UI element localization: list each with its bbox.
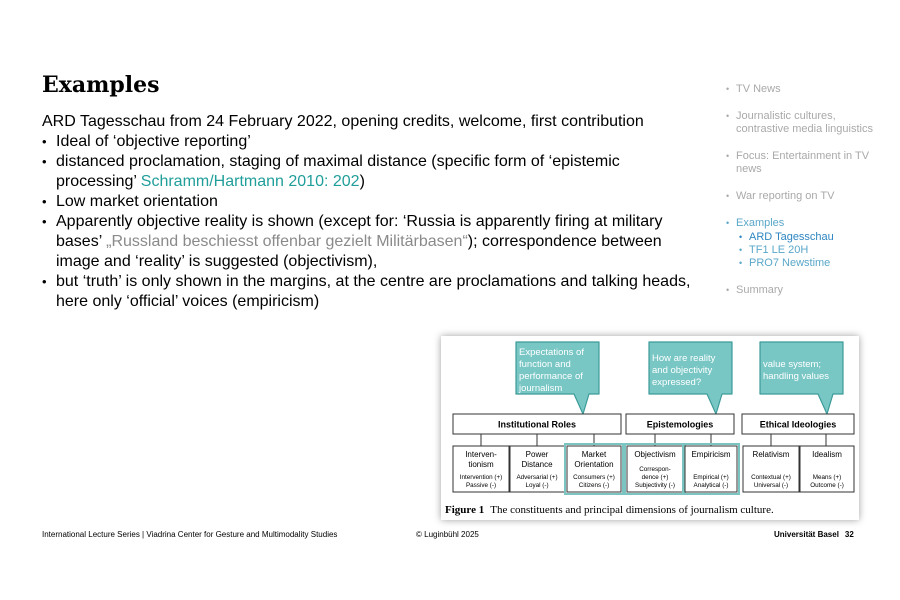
- dimension-market-orientation: [565, 444, 623, 494]
- dimension-detail: dence (+): [641, 474, 669, 481]
- dimension-title: Distance: [521, 460, 553, 469]
- bullet-text: Low market orientation: [56, 193, 218, 210]
- dimension-detail: Empirical (+): [693, 474, 729, 481]
- dimension-detail: Contextual (+): [751, 474, 791, 481]
- dimension-title: Market: [581, 450, 607, 459]
- dimension-empiricism: [683, 444, 739, 494]
- page-number: 32: [844, 530, 854, 539]
- nav-subitem-ard[interactable]: [736, 231, 886, 244]
- nav-subitem-label: TF1 LE 20H: [749, 244, 809, 256]
- dimension-detail: Adversarial (+): [516, 474, 558, 481]
- bullet-item: [42, 132, 692, 152]
- category-label-institutional: Institutional Roles: [497, 419, 577, 430]
- nav-item-label: Journalistic cultures, contrastive media linguistics: [736, 110, 873, 135]
- bullet-text: Ideal of ‘objective reporting’: [56, 133, 251, 150]
- category-label-epistemologies: Epistemologies: [646, 419, 714, 430]
- callout-line: expressed?: [652, 377, 702, 388]
- dimension-relativism: [743, 446, 799, 492]
- dimension-title: Relativism: [752, 450, 790, 459]
- nav-subitem-label: PRO7 Newstime: [749, 257, 831, 269]
- callout-line: performance of: [519, 371, 583, 382]
- dimension-title: Idealism: [812, 450, 842, 459]
- slide-content: [42, 112, 692, 312]
- slide-title: Examples: [42, 72, 160, 98]
- nav-item-war-reporting[interactable]: [726, 190, 886, 203]
- category-label-ethical: Ethical Ideologies: [759, 419, 837, 430]
- intro-line: ARD Tagesschau from 24 February 2022, opening credits, welcome, first contribution: [42, 113, 644, 130]
- university-name: Universität Basel: [774, 530, 839, 539]
- dimension-detail: Subjectivity (-): [635, 482, 675, 489]
- nav-item-summary[interactable]: [726, 284, 886, 297]
- footer-brand: [774, 530, 854, 539]
- nav-item-label: Focus: Entertainment in TV news: [736, 150, 870, 175]
- bullet-item: [42, 192, 692, 212]
- footer-copyright: © Luginbühl 2025: [416, 530, 479, 539]
- german-quote: „Russland beschiesst offenbar gezielt Militärbasen“: [106, 233, 468, 250]
- caption-text: The constituents and principal dimensions of journalism culture.: [490, 504, 774, 516]
- nav-item-label: War reporting on TV: [736, 190, 835, 202]
- figure-caption: [445, 504, 774, 516]
- callout-line: How are reality: [652, 353, 716, 364]
- callout-line: Expectations of: [519, 347, 584, 358]
- dimension-detail: Intervention (+): [459, 474, 503, 481]
- dimension-detail: Loyal (-): [525, 482, 549, 489]
- callout-line: function and: [519, 359, 571, 370]
- callout-line: value system;: [763, 359, 822, 370]
- callout-values: [760, 342, 843, 414]
- bullet-text: distanced proclamation, staging of maximal distance (specific form of ‘epistemic processing’: [56, 153, 620, 190]
- nav-item-label: Summary: [736, 284, 784, 296]
- nav-item-journalistic-cultures[interactable]: [726, 110, 886, 136]
- footer-series: International Lecture Series | Viadrina Center for Gesture and Multimodality Studies: [42, 530, 338, 539]
- bullet-text: ); correspondence between image and ‘reality’ is suggested (objectivism),: [56, 233, 662, 270]
- bullet-text: Apparently objective reality is shown (except for: ‘Russia is apparently firing at military bases’: [56, 213, 663, 250]
- figure-diagram: [441, 336, 859, 520]
- dimension-detail: Citizens (-): [578, 482, 610, 489]
- nav-subitem-pro7[interactable]: [736, 257, 886, 270]
- dimension-detail: Consumers (+): [573, 474, 615, 481]
- bullet-item: [42, 152, 692, 192]
- nav-item-examples[interactable]: [726, 217, 886, 270]
- citation-reference: Schramm/Hartmann 2010: 202: [140, 173, 360, 190]
- bullet-item: [42, 272, 692, 312]
- nav-subitem-tf1[interactable]: [736, 244, 886, 257]
- dimension-title: Objectivism: [634, 450, 676, 459]
- callout-line: handling values: [763, 371, 830, 382]
- callout-line: journalism: [519, 383, 563, 394]
- bullet-list: [42, 132, 692, 312]
- callout-function: [516, 342, 599, 414]
- callout-line: and objectivity: [652, 365, 713, 376]
- bullet-text: but ‘truth’ is only shown in the margins, at the centre are proclamations and talking heads, here only ‘official’ voices (empiricism): [56, 273, 691, 310]
- nav-item-label: TV News: [736, 83, 781, 95]
- nav-item-entertainment[interactable]: [726, 150, 886, 176]
- dimension-detail: Universal (-): [753, 482, 789, 489]
- journalism-culture-figure: [441, 336, 859, 520]
- dimension-title: tionism: [468, 460, 494, 469]
- dimension-detail: Correspon-: [639, 466, 671, 473]
- dimension-interventionism: [453, 446, 509, 492]
- nav-item-label: Examples: [736, 217, 785, 229]
- dimension-title: Orientation: [574, 460, 614, 469]
- dimension-detail: Analytical (-): [693, 482, 729, 489]
- dimension-title: Power: [525, 450, 549, 459]
- dimension-title: Interven-: [465, 450, 497, 459]
- bullet-text: ): [359, 173, 365, 190]
- dimension-detail: Outcome (-): [810, 482, 844, 489]
- callout-reality: [649, 342, 732, 414]
- dimension-title: Empiricism: [691, 450, 731, 459]
- dimension-objectivism: [625, 444, 685, 494]
- dimension-detail: Passive (-): [465, 482, 497, 489]
- section-navigation: [726, 83, 886, 311]
- bullet-item: [42, 212, 692, 272]
- dimension-power-distance: [510, 446, 565, 492]
- nav-item-tv-news[interactable]: [726, 83, 886, 96]
- nav-subitem-label: ARD Tagesschau: [749, 231, 834, 243]
- caption-label: Figure 1: [445, 504, 485, 516]
- nav-subitems: [736, 231, 886, 270]
- dimension-idealism: [800, 446, 854, 492]
- dimension-detail: Means (+): [812, 474, 842, 481]
